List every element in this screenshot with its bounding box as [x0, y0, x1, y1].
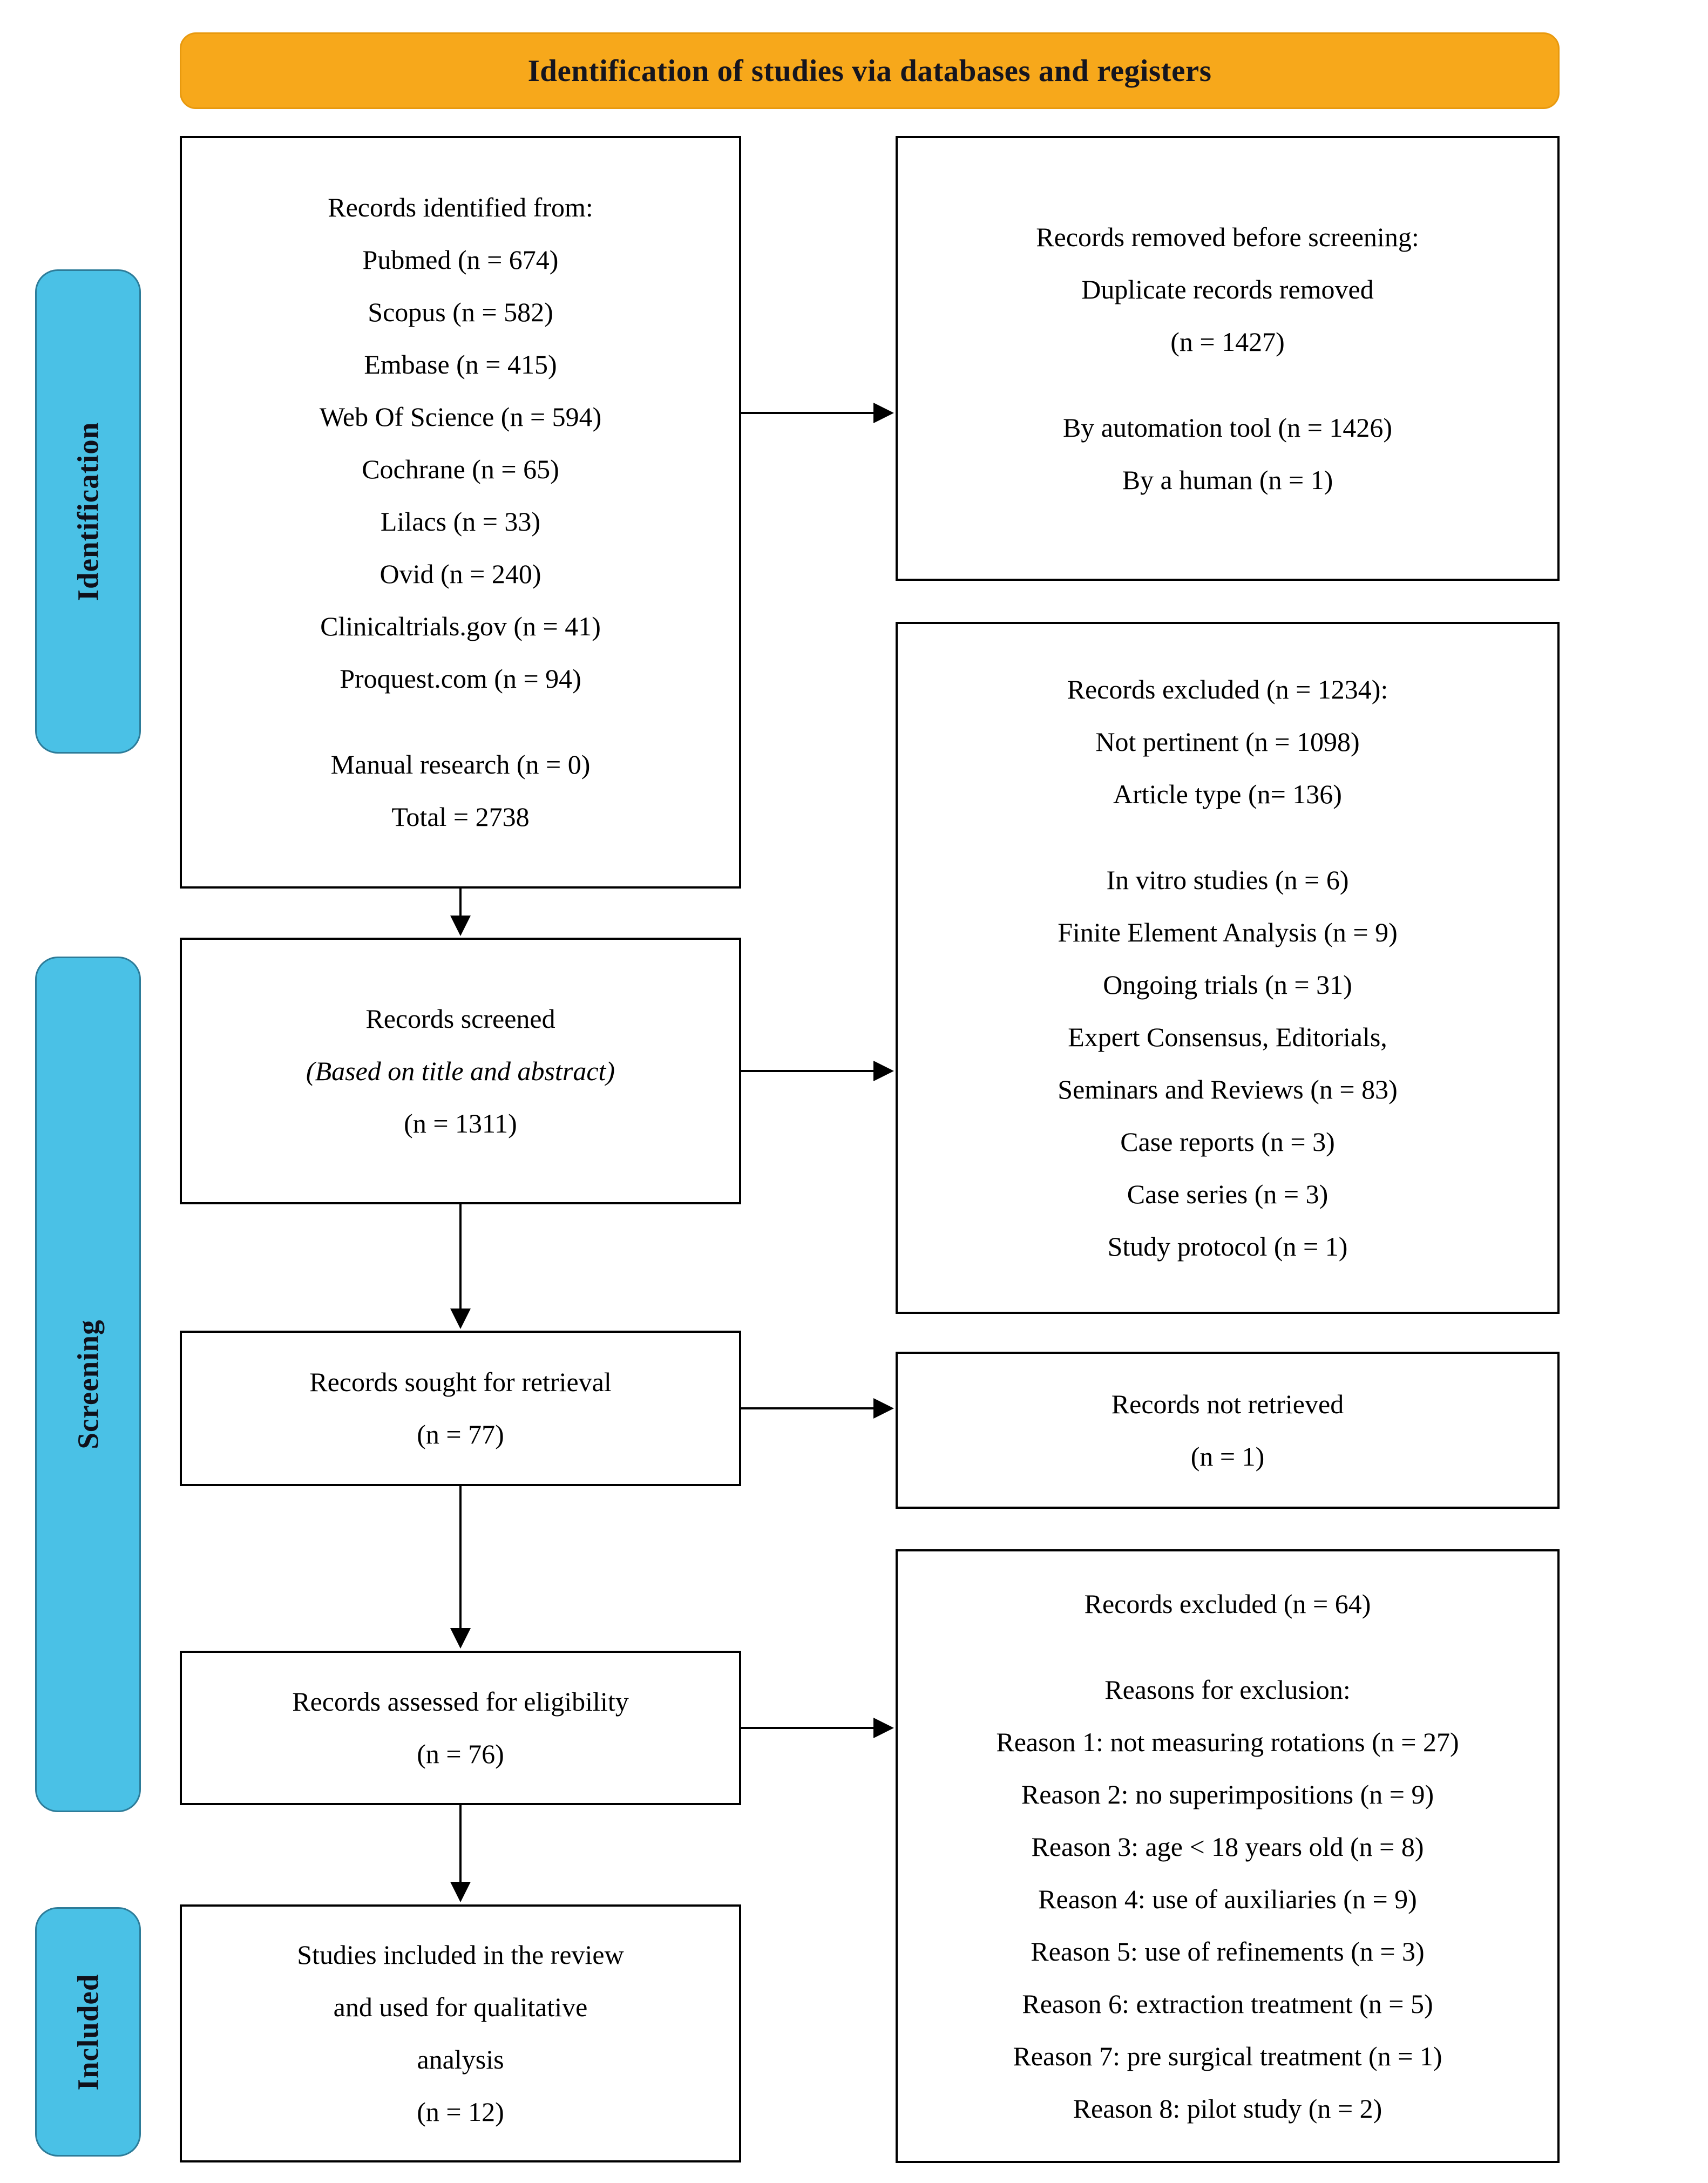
records-sought-title: Records sought for retrieval [309, 1367, 612, 1397]
arrow-screened-to-excluded [741, 1061, 894, 1081]
studies-included-box [180, 1904, 741, 2162]
excluded-eligibility-title: Records excluded (n = 64) [1084, 1588, 1371, 1619]
arrow-identified-to-removed [741, 403, 894, 423]
records-assessed-box [180, 1651, 741, 1805]
source-proquest: Proquest.com (n = 94) [340, 663, 581, 694]
arrowhead-right-icon [873, 1398, 894, 1419]
exclusion-reason-6: Reason 6: extraction treatment (n = 5) [1022, 1988, 1433, 2019]
arrow-identified-to-screened [450, 889, 471, 936]
not-retrieved-title: Records not retrieved [1111, 1388, 1344, 1419]
records-excluded-eligibility-box [896, 1549, 1560, 2163]
excluded-not-pertinent: Not pertinent (n = 1098) [1095, 726, 1360, 757]
studies-included-line1: Studies included in the review [297, 1940, 624, 1970]
arrowhead-right-icon [873, 1718, 894, 1738]
excluded-consensus-line2: Seminars and Reviews (n = 83) [1058, 1074, 1398, 1104]
source-cochrane: Cochrane (n = 65) [362, 454, 559, 484]
source-manual-research: Manual research (n = 0) [330, 749, 591, 779]
removed-by-automation: By automation tool (n = 1426) [1062, 412, 1393, 443]
arrow-screened-to-sought [450, 1204, 471, 1329]
arrowhead-down-icon [450, 1628, 471, 1649]
studies-included-line3: analysis [417, 2044, 504, 2074]
exclusion-reason-7: Reason 7: pre surgical treatment (n = 1) [1013, 2040, 1442, 2071]
excluded-case-reports: Case reports (n = 3) [1120, 1126, 1335, 1157]
records-identified-total: Total = 2738 [391, 802, 530, 832]
stage-label-included [35, 1907, 141, 2157]
records-screened-basis: (Based on title and abstract) [306, 1055, 615, 1086]
stage-label-identification [35, 269, 141, 754]
removed-by-human: By a human (n = 1) [1122, 464, 1333, 495]
records-screened-box [180, 938, 741, 1204]
stage-identification-text: Identification [71, 422, 105, 601]
exclusion-reason-3: Reason 3: age < 18 years old (n = 8) [1031, 1831, 1424, 1862]
source-pubmed: Pubmed (n = 674) [362, 245, 559, 275]
source-scopus: Scopus (n = 582) [368, 297, 553, 327]
stage-label-screening [35, 957, 141, 1812]
arrowhead-down-icon [450, 1309, 471, 1329]
arrowhead-right-icon [873, 403, 894, 423]
not-retrieved-count: (n = 1) [1190, 1441, 1265, 1472]
studies-included-count: (n = 12) [417, 2097, 504, 2127]
records-sought-box [180, 1331, 741, 1486]
excluded-screening-title: Records excluded (n = 1234): [1067, 674, 1388, 704]
records-assessed-count: (n = 76) [417, 1739, 504, 1769]
records-assessed-title: Records assessed for eligibility [292, 1686, 629, 1717]
excluded-consensus-line1: Expert Consensus, Editorials, [1068, 1021, 1387, 1052]
arrow-assessed-to-excluded [741, 1718, 894, 1738]
excluded-case-series: Case series (n = 3) [1127, 1178, 1329, 1209]
exclusion-reason-4: Reason 4: use of auxiliaries (n = 9) [1038, 1883, 1417, 1914]
reasons-for-exclusion-title: Reasons for exclusion: [1104, 1674, 1351, 1705]
arrowhead-right-icon [873, 1061, 894, 1081]
duplicates-removed: Duplicate records removed [1081, 274, 1374, 304]
records-identified-title: Records identified from: [328, 192, 593, 222]
records-removed-title: Records removed before screening: [1036, 221, 1419, 252]
source-clinicaltrials: Clinicaltrials.gov (n = 41) [320, 611, 601, 641]
records-sought-count: (n = 77) [417, 1419, 504, 1449]
diagram-title: Identification of studies via databases and registers [527, 53, 1212, 88]
arrow-sought-to-not-retrieved [741, 1398, 894, 1419]
excluded-in-vitro: In vitro studies (n = 6) [1106, 864, 1349, 895]
stage-screening-text: Screening [71, 1319, 105, 1449]
records-excluded-screening-box [896, 622, 1560, 1314]
arrow-assessed-to-included [450, 1805, 471, 1902]
records-screened-title: Records screened [365, 1003, 555, 1034]
source-lilacs: Lilacs (n = 33) [380, 506, 541, 537]
records-screened-count: (n = 1311) [404, 1108, 517, 1138]
excluded-study-protocol: Study protocol (n = 1) [1107, 1231, 1348, 1262]
exclusion-reason-2: Reason 2: no superimpositions (n = 9) [1021, 1779, 1434, 1809]
title-banner [180, 32, 1560, 109]
arrowhead-down-icon [450, 916, 471, 936]
records-removed-box [896, 136, 1560, 581]
exclusion-reason-8: Reason 8: pilot study (n = 2) [1073, 2093, 1382, 2124]
excluded-article-type: Article type (n= 136) [1113, 778, 1342, 809]
source-ovid: Ovid (n = 240) [379, 559, 541, 589]
source-embase: Embase (n = 415) [364, 349, 557, 379]
exclusion-reason-1: Reason 1: not measuring rotations (n = 27) [996, 1726, 1459, 1757]
arrowhead-down-icon [450, 1882, 471, 1902]
excluded-finite-element: Finite Element Analysis (n = 9) [1058, 917, 1398, 947]
records-not-retrieved-box [896, 1352, 1560, 1509]
arrow-sought-to-assessed [450, 1486, 471, 1649]
excluded-ongoing-trials: Ongoing trials (n = 31) [1103, 969, 1352, 1000]
studies-included-line2: and used for qualitative [333, 1992, 588, 2022]
exclusion-reason-5: Reason 5: use of refinements (n = 3) [1031, 1936, 1425, 1967]
stage-included-text: Included [71, 1974, 105, 2090]
records-identified-box [180, 136, 741, 889]
source-web-of-science: Web Of Science (n = 594) [319, 402, 602, 432]
duplicates-removed-count: (n = 1427) [1170, 326, 1285, 357]
